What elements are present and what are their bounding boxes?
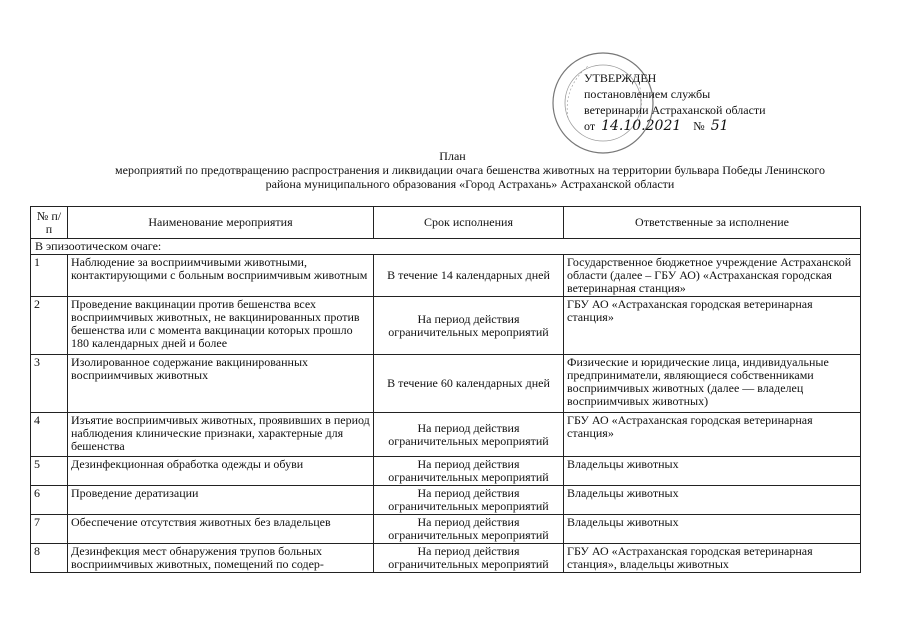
table-row (31, 297, 861, 355)
table-row (31, 486, 861, 515)
row-num: 3 (31, 355, 68, 413)
row-term: В течение 60 календарных дней (374, 355, 564, 413)
approval-line1: постановлением службы (584, 87, 711, 101)
table-row (31, 515, 861, 544)
table-row (31, 355, 861, 413)
table-row (31, 457, 861, 486)
row-num: 8 (31, 544, 68, 573)
row-resp: Владельцы животных (564, 486, 861, 515)
approval-from-label: от (584, 119, 596, 133)
approval-heading: УТВЕРЖДЕН (584, 71, 657, 85)
row-num: 4 (31, 413, 68, 457)
header-resp: Ответственные за исполнение (564, 207, 861, 239)
table-row (31, 255, 861, 297)
measures-table (30, 206, 861, 573)
approval-number: 51 (710, 118, 729, 134)
approval-number-label: № (693, 119, 705, 133)
row-resp: ГБУ АО «Астраханская городская ветеринарная станция», владельцы животных (564, 544, 861, 573)
row-num: 2 (31, 297, 68, 355)
row-num: 6 (31, 486, 68, 515)
row-term: На период действия ограничительных мероприятий (374, 544, 564, 573)
row-resp: ГБУ АО «Астраханская городская ветеринарная станция» (564, 297, 861, 355)
row-name: Обеспечение отсутствия животных без владельцев (68, 515, 374, 544)
row-resp: ГБУ АО «Астраханская городская ветеринарная станция» (564, 413, 861, 457)
approval-date-line (584, 118, 766, 134)
row-name: Дезинфекция мест обнаружения трупов больных восприимчивых животных, помещений по содер- (68, 544, 374, 573)
row-name: Изъятие восприимчивых животных, проявивших в период наблюдения клинические признаки, характерные для бешенства (68, 413, 374, 457)
row-name: Изолированное содержание вакцинированных восприимчивых животных (68, 355, 374, 413)
table-row (31, 413, 861, 457)
header-num: № п/п (31, 207, 68, 239)
row-name: Дезинфекционная обработка одежды и обуви (68, 457, 374, 486)
row-num: 1 (31, 255, 68, 297)
row-name: Проведение дератизации (68, 486, 374, 515)
table-row (31, 544, 861, 573)
approval-date: 14.10.2021 (601, 118, 682, 134)
row-name: Проведение вакцинации против бешенства всех восприимчивых животных, не вакцинированных против бешенства или с момента вакцинации которых прошло 180 календарных дней и более (68, 297, 374, 355)
plan-subtitle (70, 163, 870, 191)
row-resp: Владельцы животных (564, 515, 861, 544)
row-num: 7 (31, 515, 68, 544)
header-name: Наименование мероприятия (68, 207, 374, 239)
row-term: На период действия ограничительных мероприятий (374, 297, 564, 355)
row-term: На период действия ограничительных мероприятий (374, 486, 564, 515)
row-term: На период действия ограничительных мероприятий (374, 515, 564, 544)
row-term: В течение 14 календарных дней (374, 255, 564, 297)
row-name: Наблюдение за восприимчивыми животными, контактирующими с больным восприимчивым животным (68, 255, 374, 297)
plan-subtitle-line2: района муниципального образования «Город Астрахань» Астраханской области (265, 177, 675, 191)
header-term: Срок исполнения (374, 207, 564, 239)
row-term: На период действия ограничительных мероприятий (374, 413, 564, 457)
approval-block (584, 70, 766, 134)
plan-title: План (439, 149, 466, 163)
row-resp: Физические и юридические лица, индивидуальные предприниматели, являющиеся собственниками восприимчивых животных (далее — владелец восприимчивых животных) (564, 355, 861, 413)
row-num: 5 (31, 457, 68, 486)
row-term: На период действия ограничительных мероприятий (374, 457, 564, 486)
row-resp: Государственное бюджетное учреждение Астраханской области (далее – ГБУ АО) «Астраханская городская ветеринарная станция» (564, 255, 861, 297)
section-label: В эпизоотическом очаге: (31, 239, 861, 255)
row-resp: Владельцы животных (564, 457, 861, 486)
plan-subtitle-line1: мероприятий по предотвращению распространения и ликвидации очага бешенства животных на территории бульвара Победы Ленинского (115, 163, 825, 177)
approval-line2: ветеринарии Астраханской области (584, 103, 766, 117)
